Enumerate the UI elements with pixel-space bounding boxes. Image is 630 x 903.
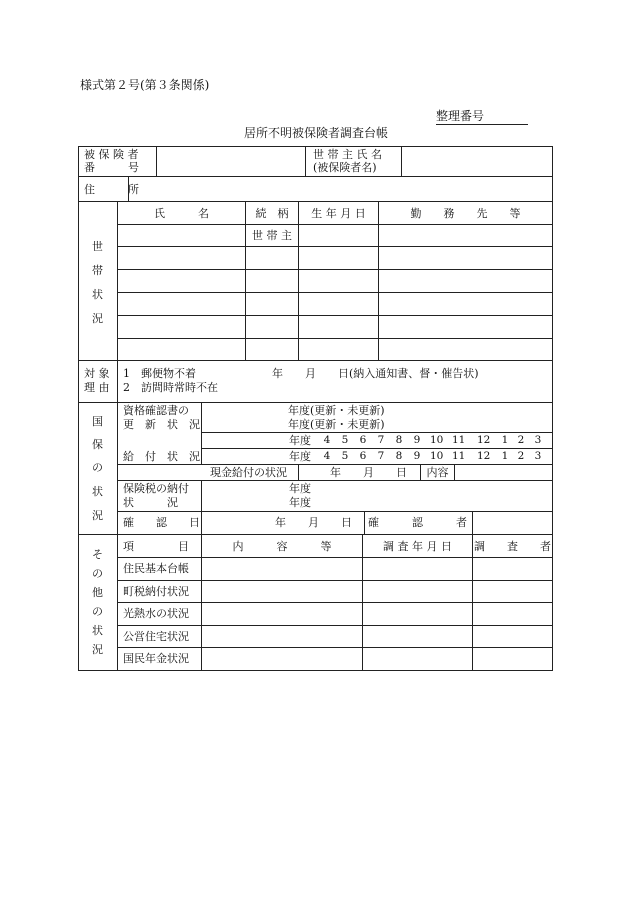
month-1-7: 7 [377, 434, 385, 446]
month-2-12: 12 [477, 450, 491, 462]
reference-number-label: 整理番号 [436, 109, 485, 123]
insured-number-label: 被 保 険 者 [84, 148, 139, 161]
nhi-label-5: 況 [92, 509, 103, 522]
col-name: 氏 名 [154, 207, 209, 220]
reference-number-underline [436, 124, 528, 125]
insured-number-field[interactable] [158, 150, 303, 174]
month-1-4: 4 [323, 434, 331, 446]
month-2-5: 5 [341, 450, 349, 462]
month-2-7: 7 [377, 450, 385, 462]
confirm-date-value: 年 月 日 [275, 516, 352, 529]
col-birthdate: 生 年 月 日 [311, 207, 366, 220]
cert-update-label-2: 更 新 状 況 [123, 418, 200, 431]
form-number: 様式第２号(第３条関係) [80, 78, 210, 92]
month-1-3: 3 [534, 434, 542, 446]
address-field[interactable] [130, 180, 550, 199]
month-1-9: 9 [413, 434, 421, 446]
household-label-1: 世 [92, 240, 103, 253]
cash-benefit-date: 年 月 日 [330, 466, 407, 479]
month-1-10: 10 [430, 434, 444, 446]
address-label: 住 所 [84, 183, 139, 196]
tax-year-2: 年度 [289, 496, 311, 509]
month-1-5: 5 [341, 434, 349, 446]
target-reason-label: 対 象 [84, 367, 110, 380]
month-1-6: 6 [359, 434, 367, 446]
month-2-9: 9 [413, 450, 421, 462]
row-national-pension: 国民年金状況 [123, 652, 189, 665]
month-2-3: 3 [534, 450, 542, 462]
col-relationship: 続 柄 [255, 207, 289, 220]
benefit-status-label: 給 付 状 況 [123, 450, 200, 463]
household-label-3: 状 [92, 288, 103, 301]
month-2-2: 2 [517, 450, 525, 462]
relationship-householder: 世 帯 主 [252, 229, 292, 242]
confirmer-label: 確 認 者 [368, 516, 467, 529]
cert-update-label: 資格確認書の [123, 404, 189, 417]
householder-name-field[interactable] [403, 150, 550, 174]
household-label-4: 況 [92, 312, 103, 325]
col-survey-date: 調 査 年 月 日 [383, 540, 452, 553]
cash-benefit-label: 現金給付の状況 [210, 466, 287, 479]
month-1-12: 12 [477, 434, 491, 446]
row-public-housing: 公営住宅状況 [123, 630, 189, 643]
other-label-6: 況 [92, 643, 103, 656]
col-surveyor: 調 査 者 [474, 540, 551, 553]
nhi-label-4: 状 [92, 485, 103, 498]
frame-bottom [78, 670, 553, 671]
other-label-2: の [92, 567, 103, 580]
col-item: 項 目 [123, 540, 189, 553]
cert-update-year-1: 年度(更新・未更新) [288, 404, 385, 417]
frame-top [78, 146, 553, 147]
tax-payment-label: 保険税の納付 [123, 482, 189, 495]
other-label-5: 状 [92, 624, 103, 637]
other-label-4: の [92, 605, 103, 618]
reason-mail-undelivered: 1 郵便物不着 [123, 367, 196, 380]
month-1-2: 2 [517, 434, 525, 446]
month-1-8: 8 [395, 434, 403, 446]
col-content: 内 容 等 [232, 540, 332, 553]
month-2-1: 1 [501, 450, 509, 462]
nhi-label-2: 保 [92, 438, 103, 451]
reason-mail-date: 年 月 日(納入通知書、督・催告状) [272, 367, 479, 380]
nhi-label-3: の [92, 461, 103, 474]
form-title: 居所不明被保険者調査台帳 [244, 126, 389, 140]
benefit-year-label-1: 年度 [289, 434, 311, 447]
insured-number-label-2: 番 号 [84, 161, 139, 174]
cert-update-year-2: 年度(更新・未更新) [288, 418, 385, 431]
other-label-3: 他 [92, 586, 103, 599]
confirm-date-label: 確 認 日 [123, 516, 200, 529]
month-1-1: 1 [501, 434, 509, 446]
tax-year-1: 年度 [289, 482, 311, 495]
cash-benefit-content-label: 内容 [426, 466, 449, 479]
row-town-tax: 町税納付状況 [123, 585, 189, 598]
reason-always-absent: 2 訪問時常時不在 [123, 381, 218, 394]
month-2-6: 6 [359, 450, 367, 462]
frame-left [78, 146, 79, 671]
other-label-1: そ [92, 548, 103, 561]
col-workplace: 勤 務 先 等 [410, 207, 521, 220]
month-2-10: 10 [430, 450, 444, 462]
month-2-11: 11 [452, 450, 466, 462]
householder-label-2: (被保険者名) [313, 161, 377, 174]
tax-payment-label-2: 状 況 [123, 496, 178, 509]
household-label-2: 帯 [92, 264, 103, 277]
target-reason-label-2: 理 由 [84, 381, 110, 394]
householder-label: 世 帯 主 氏 名 [313, 148, 382, 161]
month-1-11: 11 [452, 434, 466, 446]
benefit-year-label-2: 年度 [289, 450, 311, 463]
row-resident-register: 住民基本台帳 [123, 562, 189, 575]
row-utilities: 光熱水の状況 [123, 607, 189, 620]
month-2-8: 8 [395, 450, 403, 462]
month-2-4: 4 [323, 450, 331, 462]
nhi-label-1: 国 [92, 415, 103, 428]
